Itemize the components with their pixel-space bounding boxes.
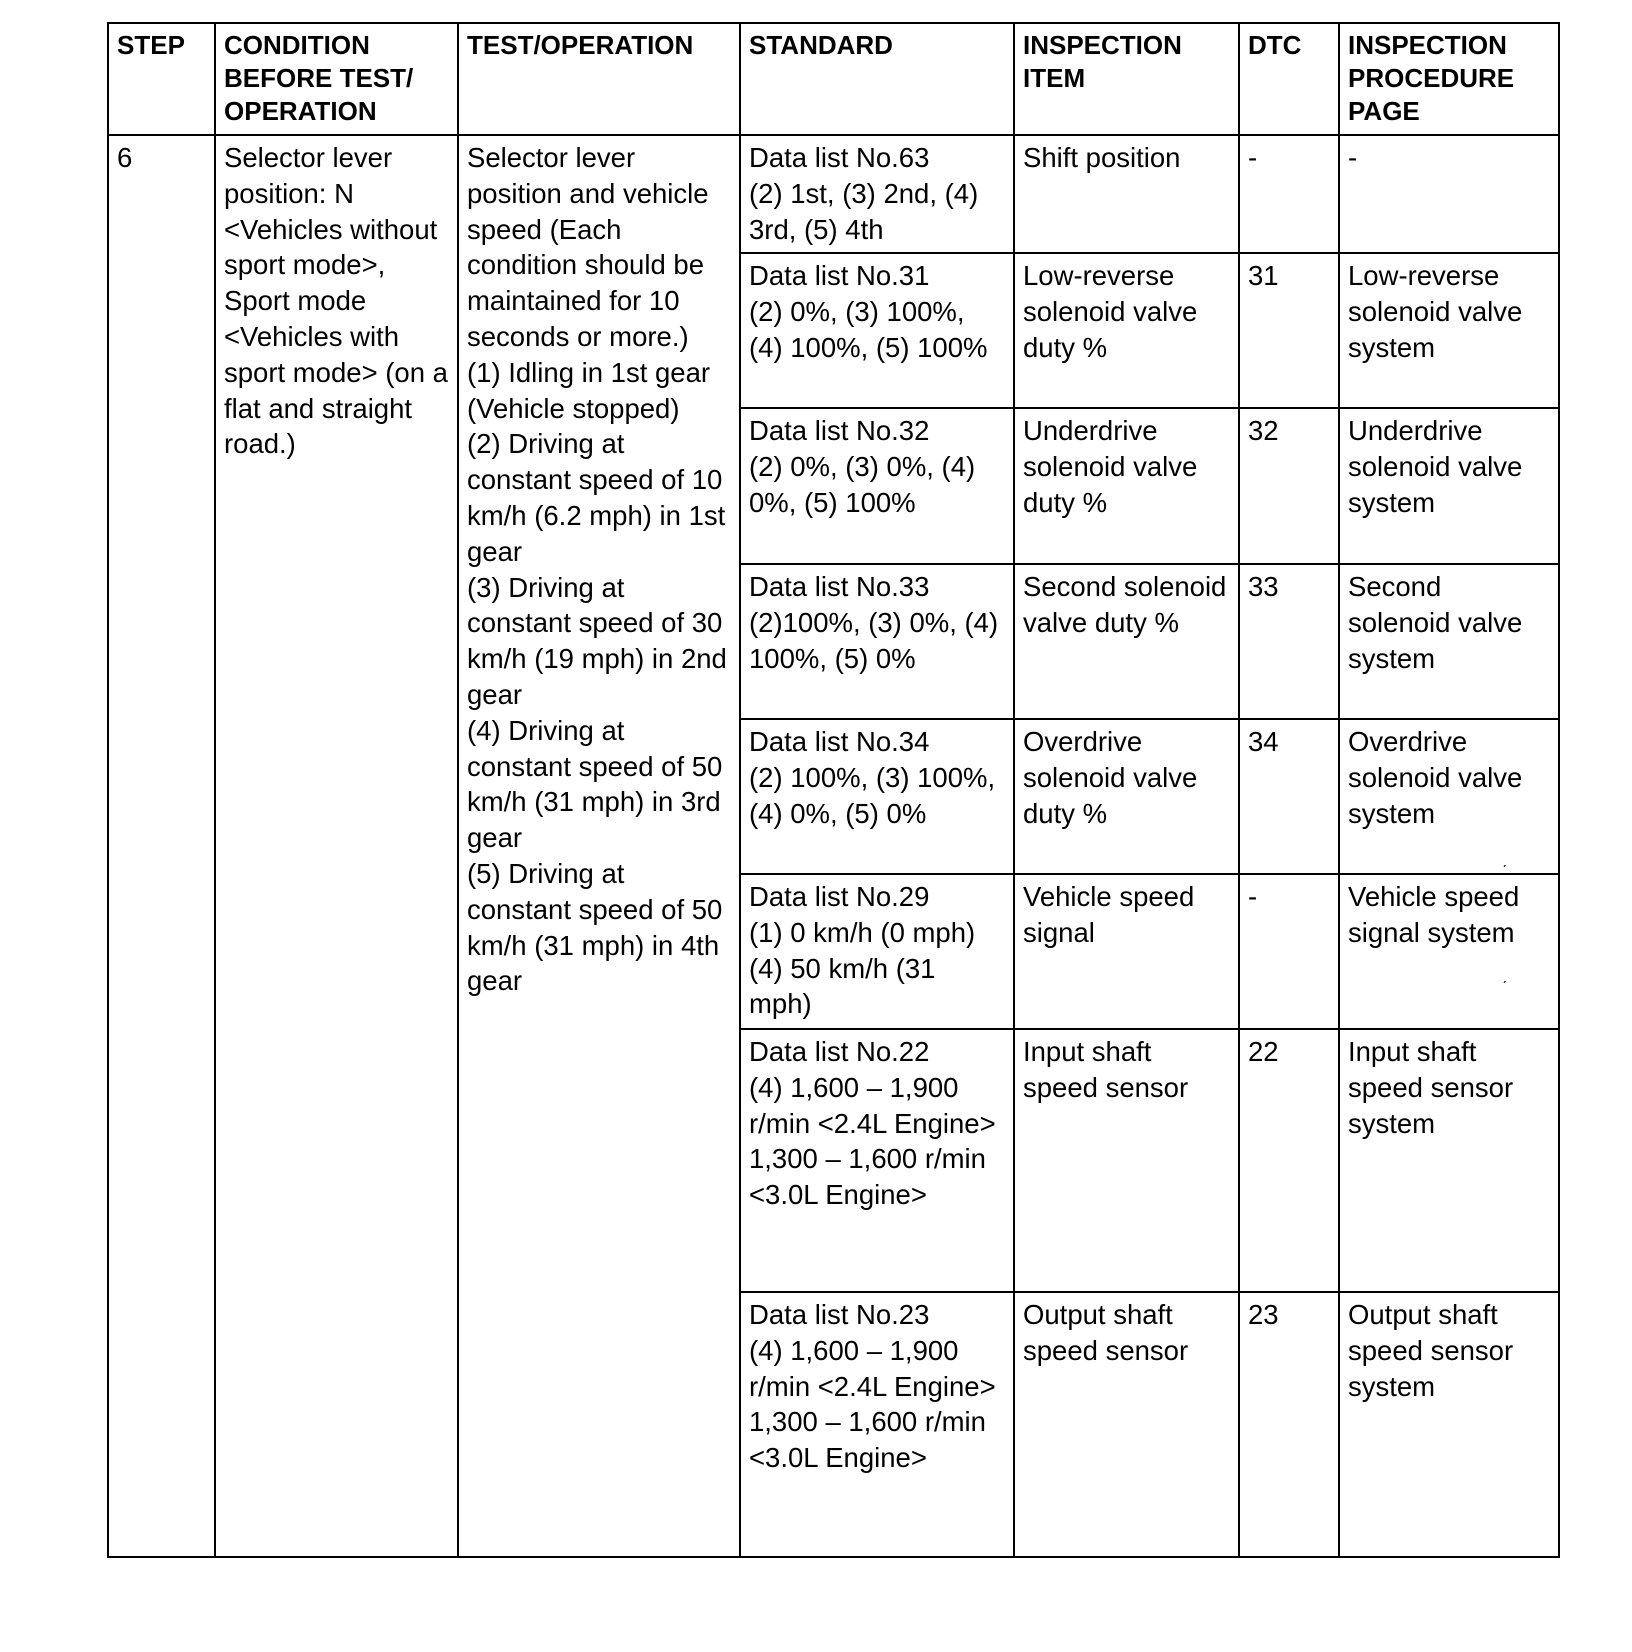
standard-cell: Data list No.23 (4) 1,600 – 1,900 r/min <2.4L Engine> 1,300 – 1,600 r/min <3.0L Engine> (740, 1292, 1014, 1557)
inspection-item-cell: Input shaft speed sensor (1014, 1029, 1239, 1292)
procedure-page-cell: Second solenoid valve system (1339, 564, 1559, 719)
standard-cell: Data list No.63 (2) 1st, (3) 2nd, (4) 3rd, (5) 4th (740, 135, 1014, 253)
inspection-item-cell: Second solenoid valve duty % (1014, 564, 1239, 719)
inspection-item-cell: Vehicle speed signal (1014, 874, 1239, 1029)
dtc-cell: - (1239, 874, 1339, 1029)
header-procedure-page: INSPECTION PROCEDURE PAGE (1339, 23, 1559, 135)
inspection-item-cell: Overdrive solenoid valve duty % (1014, 719, 1239, 874)
dtc-cell: 33 (1239, 564, 1339, 719)
header-dtc: DTC (1239, 23, 1339, 135)
standard-cell: Data list No.32 (2) 0%, (3) 0%, (4) 0%, (5) 100% (740, 408, 1014, 564)
procedure-page-cell: Input shaft speed sensor system (1339, 1029, 1559, 1292)
inspection-item-cell: Shift position (1014, 135, 1239, 253)
dtc-cell: 31 (1239, 253, 1339, 408)
standard-cell: Data list No.29 (1) 0 km/h (0 mph) (4) 50 km/h (31 mph) (740, 874, 1014, 1029)
standard-cell: Data list No.31 (2) 0%, (3) 100%, (4) 100%, (5) 100% (740, 253, 1014, 408)
inspection-item-cell: Underdrive solenoid valve duty % (1014, 408, 1239, 564)
inspection-item-cell: Low-reverse solenoid valve duty % (1014, 253, 1239, 408)
inspection-item-cell: Output shaft speed sensor (1014, 1292, 1239, 1557)
header-row (108, 23, 1559, 135)
header-standard: STANDARD (740, 23, 1014, 135)
step-cell: 6 (108, 135, 215, 1557)
dtc-cell: 23 (1239, 1292, 1339, 1557)
dtc-cell: 34 (1239, 719, 1339, 874)
procedure-page-cell: - (1339, 135, 1559, 253)
standard-cell: Data list No.33 (2)100%, (3) 0%, (4) 100%, (5) 0% (740, 564, 1014, 719)
table-row (108, 135, 1559, 253)
dtc-cell: 22 (1239, 1029, 1339, 1292)
procedure-page-cell: Output shaft speed sensor system (1339, 1292, 1559, 1557)
header-inspection-item: INSPECTION ITEM (1014, 23, 1239, 135)
standard-cell: Data list No.22 (4) 1,600 – 1,900 r/min <2.4L Engine> 1,300 – 1,600 r/min <3.0L Engine> (740, 1029, 1014, 1292)
scan-mark: ˏ (1502, 967, 1507, 983)
condition-cell: Selector lever position: N <Vehicles without sport mode>, Sport mode <Vehicles with sport mode> (on a flat and straight road.) (215, 135, 458, 1557)
procedure-page-cell: Underdrive solenoid valve system (1339, 408, 1559, 564)
test-operation-cell: Selector lever position and vehicle speed (Each condition should be maintained for 10 seconds or more.) (1) Idling in 1st gear (Vehicle stopped) (2) Driving at constant speed of 10 km/h (6.2 mph) in 1st gear (3) Driving at constant speed of 30 km/h (19 mph) in 2nd gear (4) Driving at constant speed of 50 km/h (31 mph) in 3rd gear (5) Driving at constant speed of 50 km/h (31 mph) in 4th gear (458, 135, 740, 1557)
standard-cell: Data list No.34 (2) 100%, (3) 100%, (4) 0%, (5) 0% (740, 719, 1014, 874)
header-step: STEP (108, 23, 215, 135)
header-condition: CONDITION BEFORE TEST/ OPERATION (215, 23, 458, 135)
header-test-operation: TEST/OPERATION (458, 23, 740, 135)
procedure-page-cell: Overdrive solenoid valve system (1339, 719, 1559, 874)
dtc-cell: - (1239, 135, 1339, 253)
inspection-table (107, 22, 1560, 1558)
dtc-cell: 32 (1239, 408, 1339, 564)
scan-mark: ˏ (1502, 851, 1507, 867)
procedure-page-cell: Low-reverse solenoid valve system (1339, 253, 1559, 408)
procedure-page-cell: Vehicle speed signal system (1339, 874, 1559, 1029)
